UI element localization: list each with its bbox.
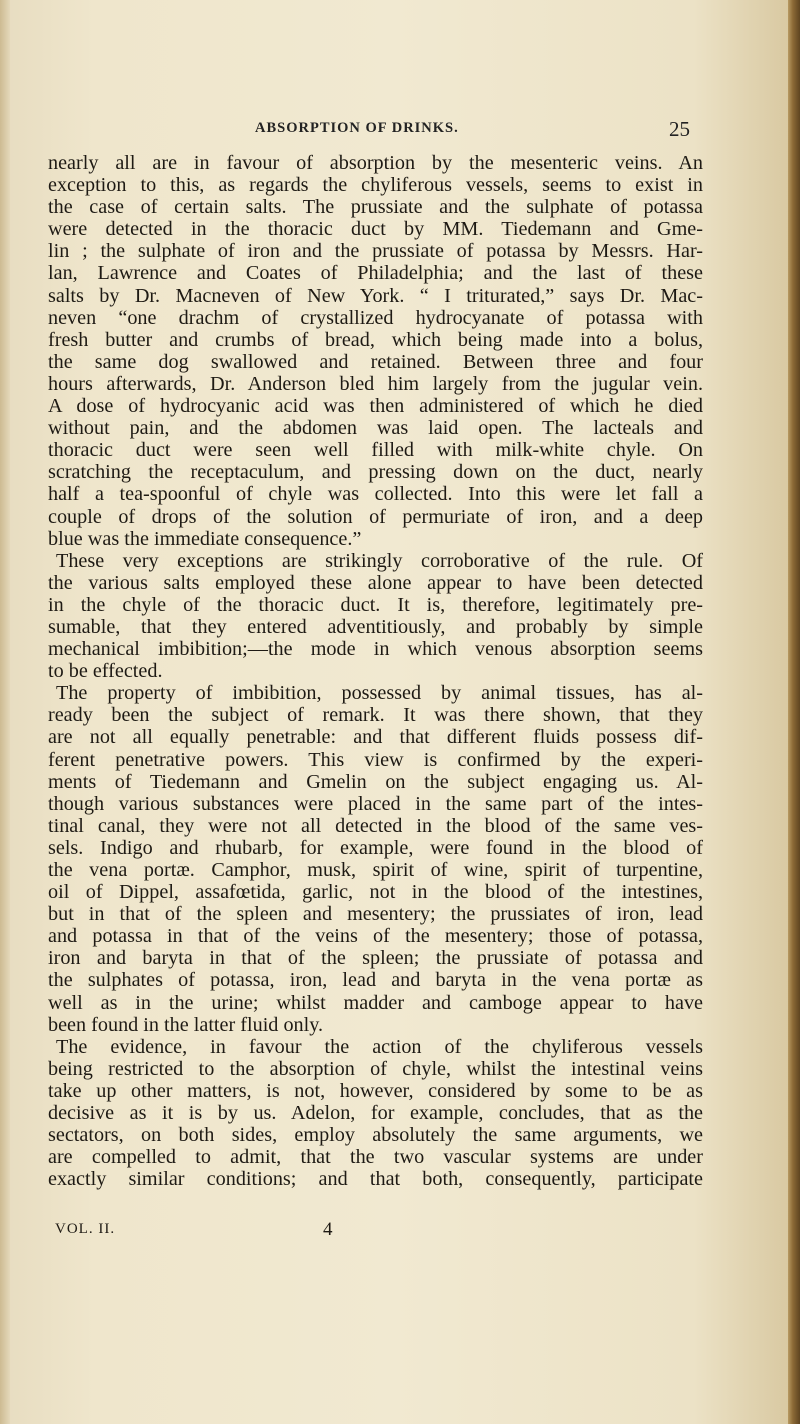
text-line: but in that of the spleen and mesentery; the prussiates of iron, lead bbox=[48, 903, 703, 926]
text-line: thoracic duct were seen well filled with milk-white chyle. On bbox=[48, 439, 703, 462]
body-text bbox=[48, 152, 703, 1190]
text-line: tinal canal, they were not all detected in the blood of the same ves- bbox=[48, 814, 703, 837]
running-title: ABSORPTION OF DRINKS. bbox=[255, 120, 459, 136]
text-line: oil of Dippel, assafœtida, garlic, not in the blood of the intestines, bbox=[48, 881, 703, 904]
text-line: been found in the latter fluid only. bbox=[48, 1013, 324, 1036]
text-line: iron and baryta in that of the spleen; the prussiate of potassa and bbox=[48, 947, 703, 970]
text-line: exception to this, as regards the chyliferous vessels, seems to exist in bbox=[48, 174, 703, 197]
text-line: couple of drops of the solution of permuriate of iron, and a deep bbox=[48, 505, 703, 528]
text-line: are compelled to admit, that the two vascular systems are under bbox=[48, 1146, 703, 1169]
text-line: are not all equally penetrable: and that different fluids possess dif- bbox=[48, 726, 703, 749]
text-line: the same dog swallowed and retained. Between three and four bbox=[48, 350, 703, 373]
text-line: nearly all are in favour of absorption by the mesenteric veins. An bbox=[48, 152, 703, 174]
text-line: sumable, that they entered adventitiously, and probably by simple bbox=[48, 615, 703, 638]
text-line: salts by Dr. Macneven of New York. “ I triturated,” says Dr. Mac- bbox=[48, 284, 703, 307]
running-header bbox=[255, 118, 690, 144]
text-line: the vena portæ. Camphor, musk, spirit of wine, spirit of turpentine, bbox=[48, 859, 703, 881]
text-line: though various substances were placed in the same part of the intes- bbox=[48, 792, 703, 815]
text-line: scratching the receptaculum, and pressing down on the duct, nearly bbox=[48, 461, 703, 484]
text-line: exactly similar conditions; and that both, consequently, participate bbox=[48, 1168, 703, 1191]
page-number: 25 bbox=[669, 117, 690, 141]
text-line: lin ; the sulphate of iron and the prussiate of potassa by Messrs. Har- bbox=[48, 240, 703, 263]
text-line: blue was the immediate consequence.” bbox=[48, 527, 362, 550]
signature-mark: 4 bbox=[323, 1219, 333, 1240]
text-line: the various salts employed these alone appear to have been detected bbox=[48, 571, 703, 594]
text-line: take up other matters, is not, however, considered by some to be as bbox=[48, 1079, 703, 1102]
text-line: to be effected. bbox=[48, 660, 163, 683]
text-line: mechanical imbibition;—the mode in which venous absorption seems bbox=[48, 638, 703, 661]
text-line: The property of imbibition, possessed by animal tissues, has al- bbox=[56, 682, 703, 705]
text-line: half a tea-spoonful of chyle was collected. Into this were let fall a bbox=[48, 483, 703, 506]
text-line: lan, Lawrence and Coates of Philadelphia; and the last of these bbox=[48, 262, 703, 285]
text-line: the case of certain salts. The prussiate and the sulphate of potassa bbox=[48, 196, 703, 219]
text-line: ments of Tiedemann and Gmelin on the subject engaging us. Al- bbox=[48, 770, 703, 793]
text-line: decisive as it is by us. Adelon, for example, concludes, that as the bbox=[48, 1102, 703, 1125]
text-line: ready been the subject of remark. It was there shown, that they bbox=[48, 704, 703, 727]
page-gutter-shadow bbox=[0, 0, 10, 1424]
text-line: hours afterwards, Dr. Anderson bled him largely from the jugular vein. bbox=[48, 372, 703, 395]
text-line: well as in the urine; whilst madder and camboge appear to have bbox=[48, 991, 703, 1014]
text-line: A dose of hydrocyanic acid was then administered of which he died bbox=[48, 395, 703, 418]
book-edge bbox=[788, 0, 800, 1424]
text-line: sels. Indigo and rhubarb, for example, were found in the blood of bbox=[48, 836, 703, 859]
text-line: fresh butter and crumbs of bread, which being made into a bolus, bbox=[48, 328, 703, 351]
text-line: in the chyle of the thoracic duct. It is, therefore, legitimately pre- bbox=[48, 593, 703, 616]
text-line: without pain, and the abdomen was laid open. The lacteals and bbox=[48, 417, 703, 440]
text-line: ferent penetrative powers. This view is confirmed by the experi- bbox=[48, 748, 703, 771]
text-line: and potassa in that of the veins of the mesentery; those of potassa, bbox=[48, 925, 703, 948]
text-line: sectators, on both sides, employ absolutely the same arguments, we bbox=[48, 1124, 703, 1147]
text-line: the sulphates of potassa, iron, lead and baryta in the vena portæ as bbox=[48, 969, 703, 992]
text-line: The evidence, in favour the action of the chyliferous vessels bbox=[56, 1035, 703, 1058]
volume-label: VOL. II. bbox=[55, 1221, 116, 1237]
text-line: neven “one drachm of crystallized hydrocyanate of potassa with bbox=[48, 306, 703, 329]
text-line: were detected in the thoracic duct by MM. Tiedemann and Gme- bbox=[48, 218, 703, 241]
text-line: being restricted to the absorption of chyle, whilst the intestinal veins bbox=[48, 1057, 703, 1080]
signature-line bbox=[55, 1219, 655, 1243]
text-line: These very exceptions are strikingly corroborative of the rule. Of bbox=[56, 549, 703, 572]
